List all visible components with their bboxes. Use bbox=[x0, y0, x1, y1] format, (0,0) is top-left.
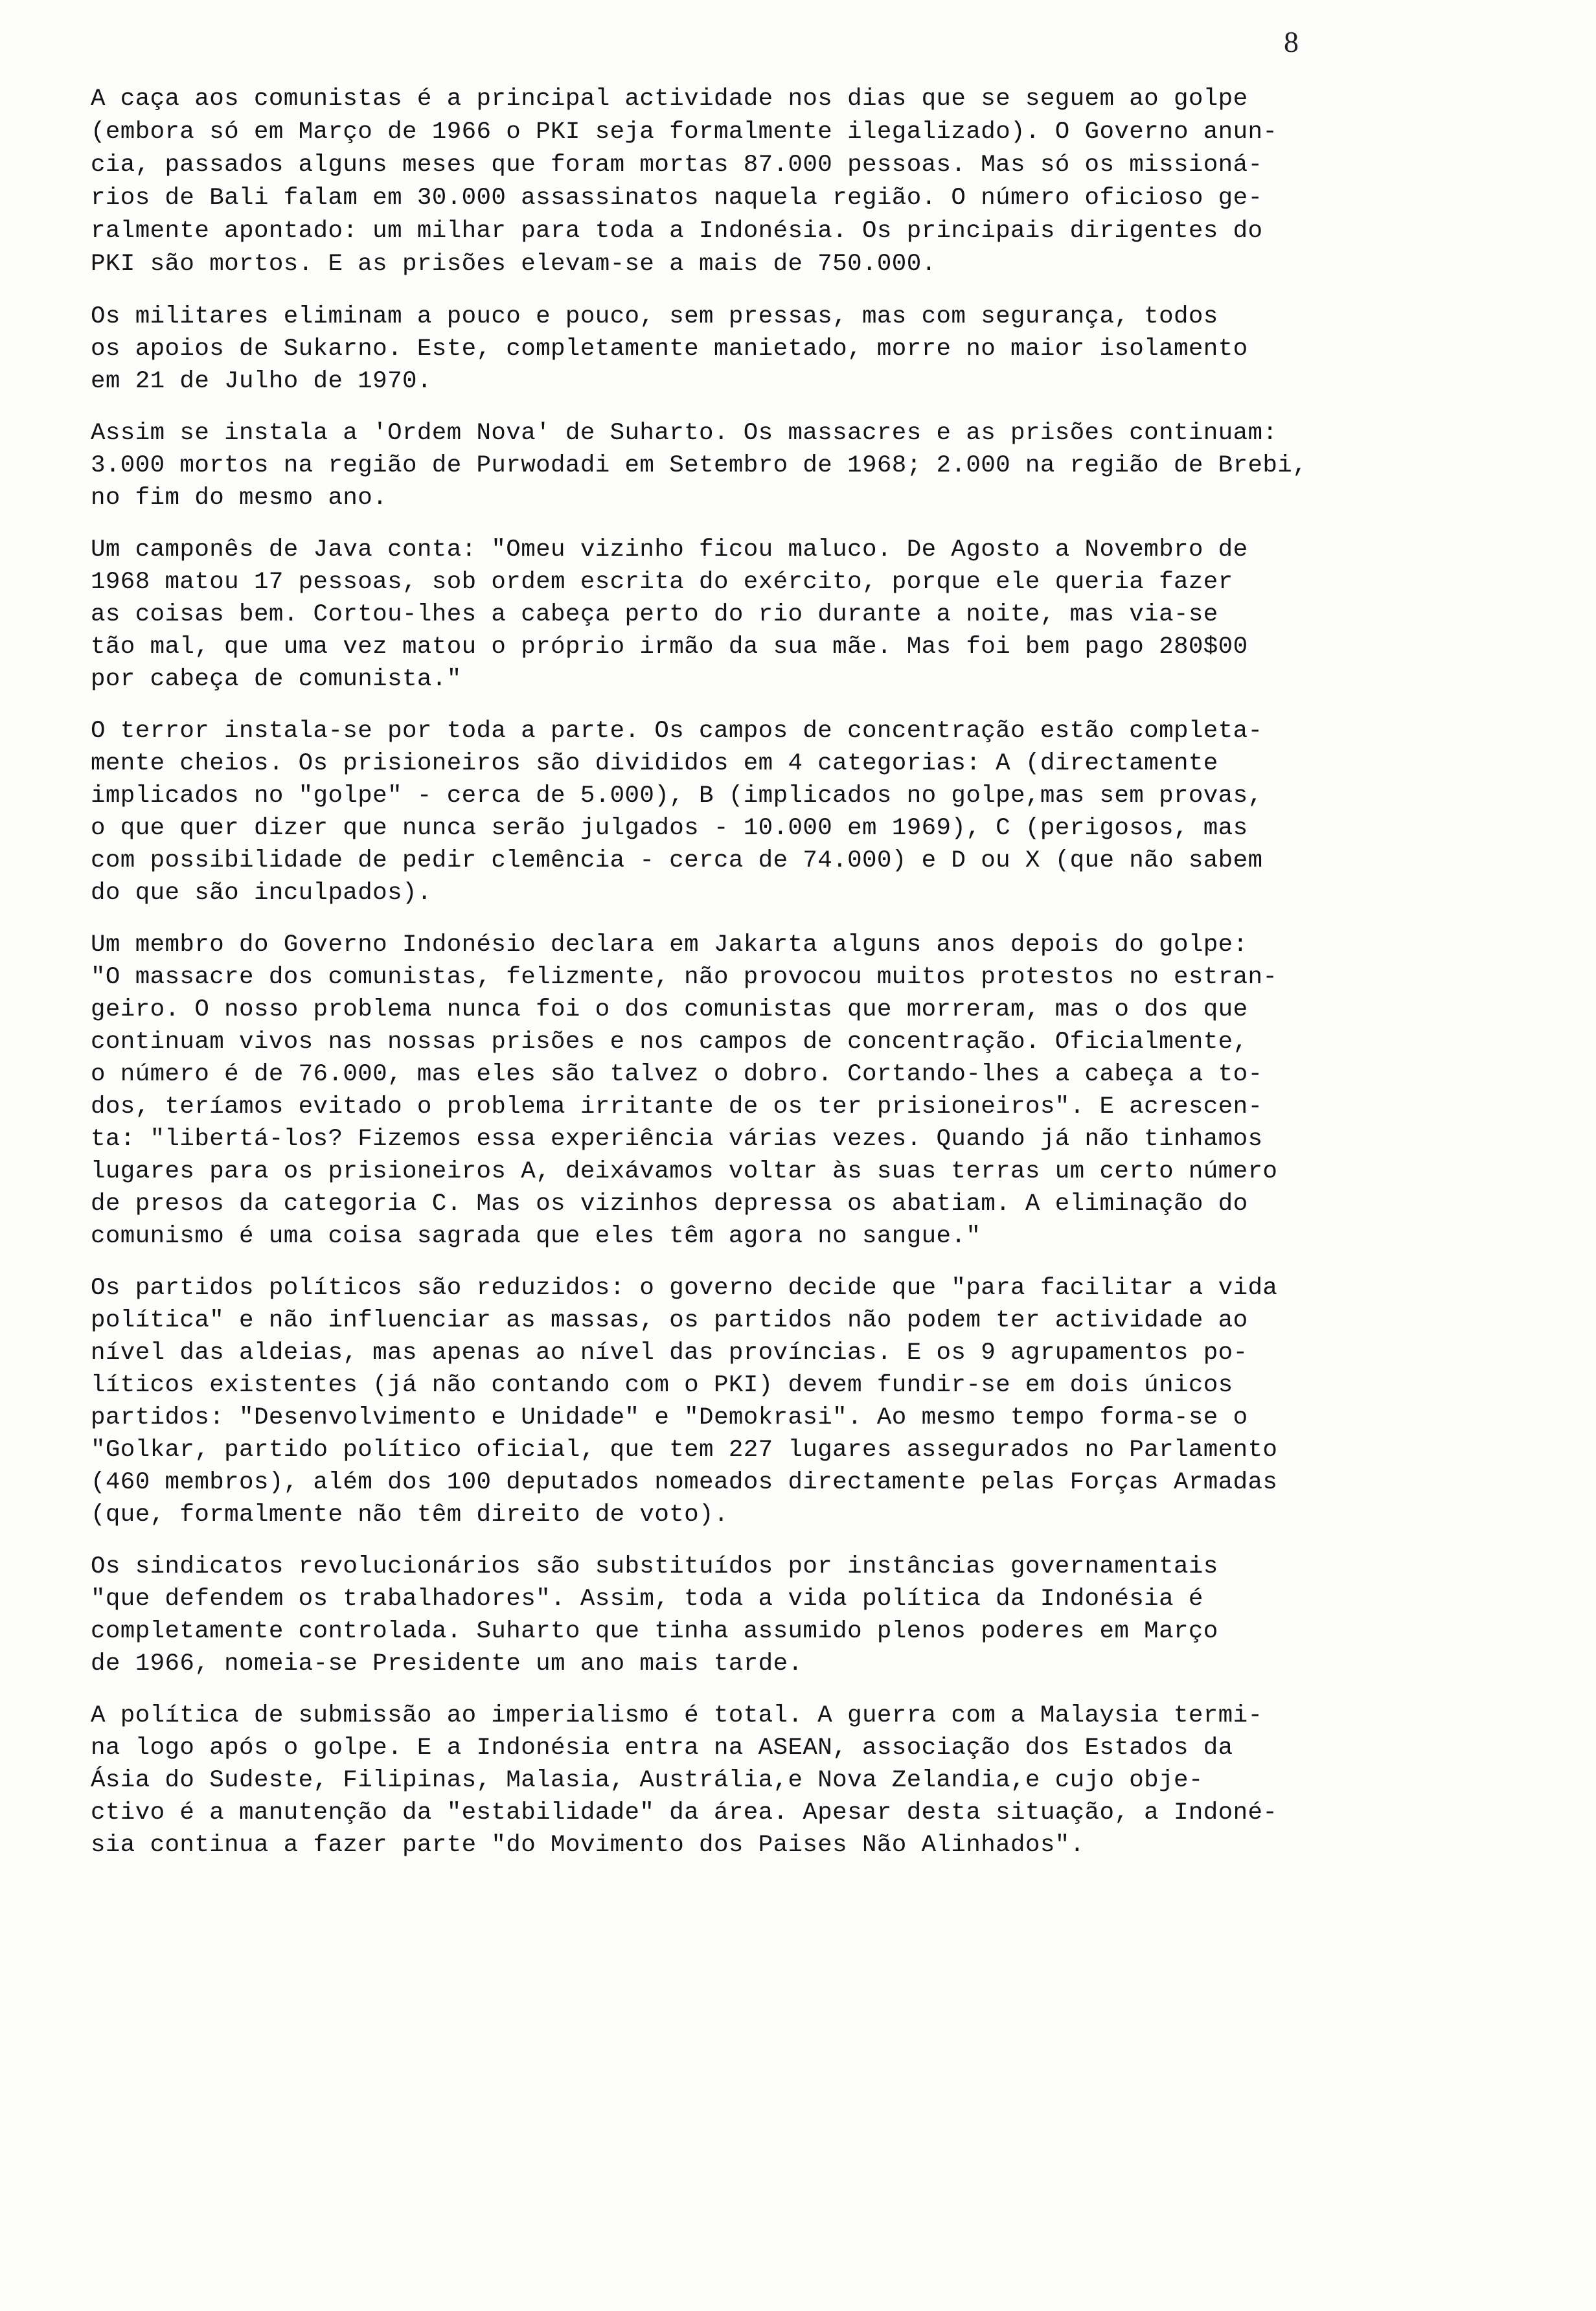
text-line: (460 membros), além dos 100 deputados nomeados directamente pelas Forças Armadas bbox=[91, 1469, 1278, 1496]
paragraph bbox=[91, 534, 1522, 696]
text-line: mente cheios. Os prisioneiros são divididos em 4 categorias: A (directamente bbox=[91, 750, 1218, 777]
text-line: em 21 de Julho de 1970. bbox=[91, 368, 432, 395]
text-line: partidos: "Desenvolvimento e Unidade" e "Demokrasi". Ao mesmo tempo forma-se o bbox=[91, 1404, 1248, 1431]
text-line: "que defendem os trabalhadores". Assim, toda a vida política da Indonésia é bbox=[91, 1586, 1203, 1613]
text-line: na logo após o golpe. E a Indonésia entra na ASEAN, associação dos Estados da bbox=[91, 1735, 1233, 1762]
text-line: política" e não influenciar as massas, os partidos não podem ter actividade ao bbox=[91, 1307, 1248, 1334]
text-line: no fim do mesmo ano. bbox=[91, 484, 388, 512]
text-line: PKI são mortos. E as prisões elevam-se a mais de 750.000. bbox=[91, 251, 937, 278]
text-line: O terror instala-se por toda a parte. Os campos de concentração estão completa- bbox=[91, 718, 1263, 745]
text-line: Os partidos políticos são reduzidos: o governo decide que "para facilitar a vida bbox=[91, 1275, 1278, 1302]
text-line: nível das aldeias, mas apenas ao nível das províncias. E os 9 agrupamentos po- bbox=[91, 1339, 1248, 1367]
text-line: completamente controlada. Suharto que tinha assumido plenos poderes em Março bbox=[91, 1618, 1218, 1645]
text-line: implicados no "golpe" - cerca de 5.000), B (implicados no golpe,mas sem provas, bbox=[91, 782, 1263, 810]
text-line: ralmente apontado: um milhar para toda a Indonésia. Os principais dirigentes do bbox=[91, 218, 1263, 245]
text-line: rios de Bali falam em 30.000 assassinatos naquela região. O número oficioso ge- bbox=[91, 185, 1263, 212]
text-line: líticos existentes (já não contando com o PKI) devem fundir-se em dois únicos bbox=[91, 1372, 1233, 1399]
paragraph bbox=[91, 301, 1522, 398]
text-line: Os militares eliminam a pouco e pouco, sem pressas, mas com segurança, todos bbox=[91, 303, 1218, 330]
paragraph bbox=[91, 929, 1522, 1253]
text-line: cia, passados alguns meses que foram mortas 87.000 pessoas. Mas só os missioná- bbox=[91, 152, 1263, 179]
text-line: 1968 matou 17 pessoas, sob ordem escrita do exército, porque ele queria fazer bbox=[91, 569, 1233, 596]
text-line: o que quer dizer que nunca serão julgados - 10.000 em 1969), C (perigosos, mas bbox=[91, 815, 1248, 842]
document-body bbox=[91, 83, 1522, 1881]
text-line: "O massacre dos comunistas, felizmente, não provocou muitos protestos no estran- bbox=[91, 964, 1278, 991]
text-line: 3.000 mortos na região de Purwodadi em Setembro de 1968; 2.000 na região de Brebi, bbox=[91, 452, 1308, 479]
text-line: dos, teríamos evitado o problema irritante de os ter prisioneiros". E acrescen- bbox=[91, 1093, 1263, 1121]
text-line: geiro. O nosso problema nunca foi o dos comunistas que morreram, mas o dos que bbox=[91, 996, 1248, 1023]
text-line: Assim se instala a 'Ordem Nova' de Suharto. Os massacres e as prisões continuam: bbox=[91, 420, 1278, 447]
text-line: A política de submissão ao imperialismo é total. A guerra com a Malaysia termi- bbox=[91, 1702, 1263, 1729]
text-line: de 1966, nomeia-se Presidente um ano mais tarde. bbox=[91, 1650, 803, 1678]
text-line: os apoios de Sukarno. Este, completamente manietado, morre no maior isolamento bbox=[91, 336, 1248, 363]
text-line: Um membro do Governo Indonésio declara em Jakarta alguns anos depois do golpe: bbox=[91, 931, 1248, 959]
text-line: as coisas bem. Cortou-lhes a cabeça perto do rio durante a noite, mas via-se bbox=[91, 601, 1218, 628]
paragraph bbox=[91, 417, 1522, 514]
text-line: continuam vivos nas nossas prisões e nos campos de concentração. Oficialmente, bbox=[91, 1029, 1248, 1056]
text-line: do que são inculpados). bbox=[91, 880, 432, 907]
paragraph bbox=[91, 1272, 1522, 1531]
paragraph bbox=[91, 715, 1522, 909]
paragraph bbox=[91, 1700, 1522, 1861]
text-line: (que, formalmente não têm direito de voto). bbox=[91, 1501, 729, 1529]
text-line: lugares para os prisioneiros A, deixávamos voltar às suas terras um certo número bbox=[91, 1158, 1278, 1185]
text-line: A caça aos comunistas é a principal actividade nos dias que se seguem ao golpe bbox=[91, 85, 1248, 113]
text-line: Um camponês de Java conta: "Omeu vizinho ficou maluco. De Agosto a Novembro de bbox=[91, 536, 1248, 564]
text-line: com possibilidade de pedir clemência - cerca de 74.000) e D ou X (que não sabem bbox=[91, 847, 1263, 874]
text-line: o número é de 76.000, mas eles são talvez o dobro. Cortando-lhes a cabeça a to- bbox=[91, 1061, 1263, 1088]
text-line: ta: "libertá-los? Fizemos essa experiência várias vezes. Quando já não tinhamos bbox=[91, 1126, 1263, 1153]
text-line: tão mal, que uma vez matou o próprio irmão da sua mãe. Mas foi bem pago 280$00 bbox=[91, 633, 1248, 661]
paragraph bbox=[91, 1551, 1522, 1680]
paragraph bbox=[91, 83, 1522, 281]
text-line: ctivo é a manutenção da "estabilidade" da área. Apesar desta situação, a Indoné- bbox=[91, 1799, 1278, 1827]
text-line: "Golkar, partido político oficial, que tem 227 lugares assegurados no Parlamento bbox=[91, 1437, 1278, 1464]
text-line: Ásia do Sudeste, Filipinas, Malasia, Austrália,e Nova Zelandia,e cujo obje- bbox=[91, 1767, 1203, 1794]
text-line: de presos da categoria C. Mas os vizinhos depressa os abatiam. A eliminação do bbox=[91, 1190, 1248, 1218]
text-line: sia continua a fazer parte "do Movimento dos Paises Não Alinhados". bbox=[91, 1832, 1085, 1859]
text-line: comunismo é uma coisa sagrada que eles têm agora no sangue." bbox=[91, 1223, 981, 1250]
page-number: 8 bbox=[1284, 25, 1299, 58]
text-line: Os sindicatos revolucionários são substituídos por instâncias governamentais bbox=[91, 1553, 1218, 1580]
text-line: por cabeça de comunista." bbox=[91, 666, 462, 693]
text-line: (embora só em Março de 1966 o PKI seja formalmente ilegalizado). O Governo anun- bbox=[91, 119, 1278, 146]
